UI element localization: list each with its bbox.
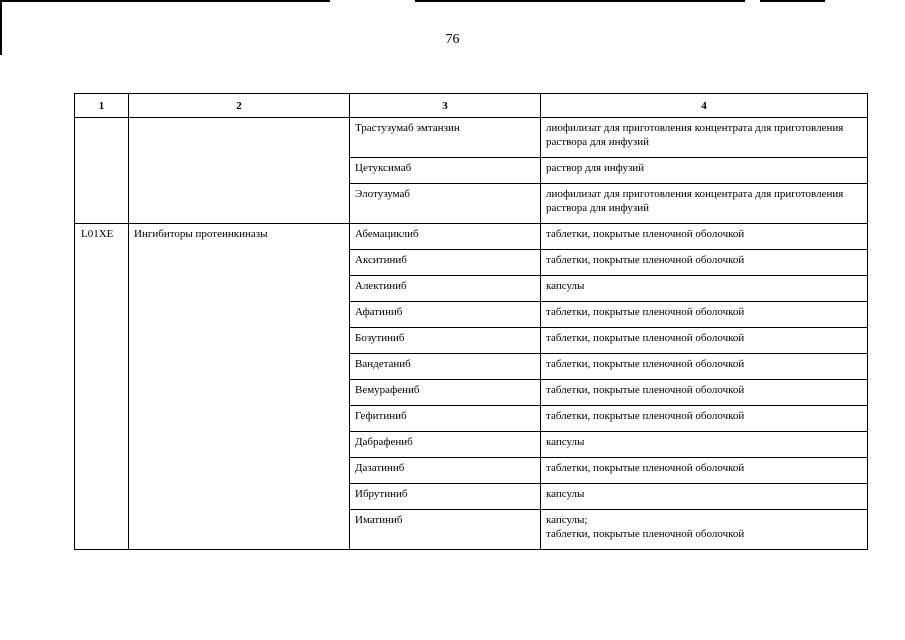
group-name-cell <box>129 380 350 406</box>
substance-cell: Абемациклиб <box>350 224 541 250</box>
group-name-cell <box>129 276 350 302</box>
header-row <box>75 94 868 118</box>
atc-code-cell: L01XE <box>75 224 129 250</box>
dosage-form-cell: капсулы <box>541 484 868 510</box>
dosage-form-cell: таблетки, покрытые пленочной оболочкой <box>541 406 868 432</box>
atc-code-cell <box>75 380 129 406</box>
group-name-cell <box>129 184 350 224</box>
atc-code-cell <box>75 484 129 510</box>
substance-cell: Акситиниб <box>350 250 541 276</box>
group-name-cell <box>129 432 350 458</box>
group-name-cell <box>129 458 350 484</box>
dosage-form-cell: капсулы; таблетки, покрытые пленочной оболочкой <box>541 510 868 550</box>
table-row <box>75 354 868 380</box>
dosage-form-cell: таблетки, покрытые пленочной оболочкой <box>541 224 868 250</box>
table-row <box>75 276 868 302</box>
atc-code-cell <box>75 406 129 432</box>
atc-code-cell <box>75 510 129 550</box>
substance-cell: Элотузумаб <box>350 184 541 224</box>
group-name-cell <box>129 354 350 380</box>
substance-cell: Ибрутиниб <box>350 484 541 510</box>
atc-code-cell <box>75 354 129 380</box>
group-name-cell <box>129 158 350 184</box>
atc-code-cell <box>75 276 129 302</box>
dosage-form-cell: капсулы <box>541 432 868 458</box>
scan-artifact-top-left <box>0 0 330 2</box>
dosage-form-cell: таблетки, покрытые пленочной оболочкой <box>541 380 868 406</box>
substance-cell: Гефитиниб <box>350 406 541 432</box>
atc-code-cell <box>75 184 129 224</box>
atc-code-cell <box>75 432 129 458</box>
atc-code-cell <box>75 328 129 354</box>
atc-code-cell <box>75 458 129 484</box>
table-row <box>75 406 868 432</box>
dosage-form-cell: таблетки, покрытые пленочной оболочкой <box>541 250 868 276</box>
substance-cell: Цетуксимаб <box>350 158 541 184</box>
dosage-form-cell: таблетки, покрытые пленочной оболочкой <box>541 328 868 354</box>
dosage-form-cell: таблетки, покрытые пленочной оболочкой <box>541 458 868 484</box>
substance-cell: Алектиниб <box>350 276 541 302</box>
table-row <box>75 484 868 510</box>
column-header-2: 2 <box>129 94 350 118</box>
dosage-form-cell: капсулы <box>541 276 868 302</box>
table-row <box>75 510 868 550</box>
atc-code-cell <box>75 118 129 158</box>
group-name-cell <box>129 510 350 550</box>
scan-artifact-top-right <box>760 0 825 2</box>
group-name-cell <box>129 484 350 510</box>
substance-cell: Вемурафениб <box>350 380 541 406</box>
substance-cell: Трастузумаб эмтанзин <box>350 118 541 158</box>
table-row <box>75 250 868 276</box>
table-row <box>75 328 868 354</box>
atc-code-cell <box>75 158 129 184</box>
group-name-cell: Ингибиторы протеинкиназы <box>129 224 350 250</box>
dosage-form-cell: таблетки, покрытые пленочной оболочкой <box>541 302 868 328</box>
table-row <box>75 432 868 458</box>
substance-cell: Бозутиниб <box>350 328 541 354</box>
substance-cell: Иматиниб <box>350 510 541 550</box>
substance-cell: Дабрафениб <box>350 432 541 458</box>
atc-code-cell <box>75 302 129 328</box>
table-row <box>75 302 868 328</box>
table-row <box>75 158 868 184</box>
group-name-cell <box>129 302 350 328</box>
dosage-form-cell: таблетки, покрытые пленочной оболочкой <box>541 354 868 380</box>
table-row <box>75 224 868 250</box>
substance-cell: Дазатиниб <box>350 458 541 484</box>
table-row <box>75 118 868 158</box>
table-row <box>75 458 868 484</box>
group-name-cell <box>129 328 350 354</box>
dosage-form-cell: лиофилизат для приготовления концентрата для приготовления раствора для инфузий <box>541 118 868 158</box>
drug-table <box>74 93 868 550</box>
atc-code-cell <box>75 250 129 276</box>
table-row <box>75 380 868 406</box>
page-number: 76 <box>445 32 460 47</box>
dosage-form-cell: лиофилизат для приготовления концентрата для приготовления раствора для инфузий <box>541 184 868 224</box>
substance-cell: Афатиниб <box>350 302 541 328</box>
scan-artifact-top-mid <box>415 0 745 2</box>
substance-cell: Вандетаниб <box>350 354 541 380</box>
group-name-cell <box>129 250 350 276</box>
group-name-cell <box>129 118 350 158</box>
column-header-1: 1 <box>75 94 129 118</box>
dosage-form-cell: раствор для инфузий <box>541 158 868 184</box>
group-name-cell <box>129 406 350 432</box>
column-header-4: 4 <box>541 94 868 118</box>
column-header-3: 3 <box>350 94 541 118</box>
table-row <box>75 184 868 224</box>
